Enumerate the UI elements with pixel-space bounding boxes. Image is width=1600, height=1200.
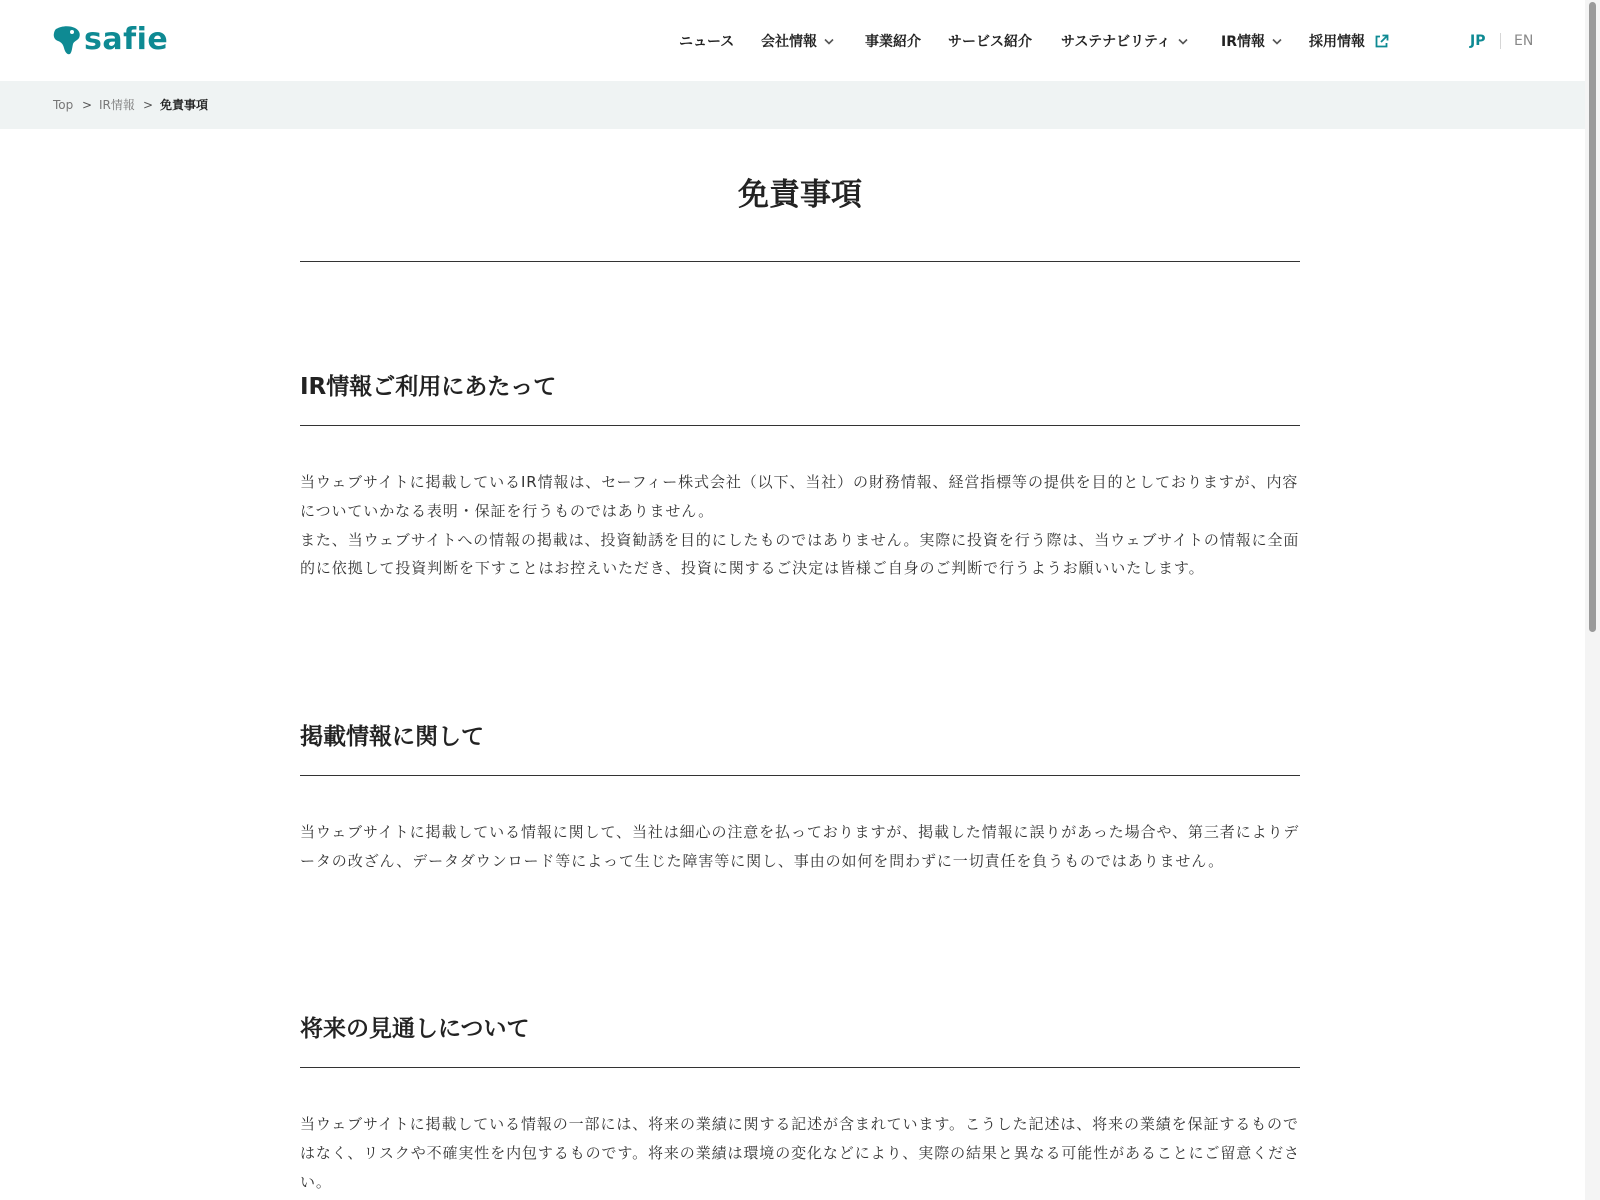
nav-item-label: 採用情報	[1309, 34, 1365, 50]
breadcrumb-top[interactable]: Top	[53, 98, 74, 112]
logo-text: safie	[84, 22, 169, 57]
nav-item-label: 事業紹介	[865, 34, 921, 50]
chevron-down-icon	[824, 38, 834, 45]
breadcrumb-ir[interactable]: IR情報	[99, 98, 135, 112]
section-paragraph: 当ウェブサイトに掲載しているIR情報は、セーフィー株式会社（以下、当社）の財務情報、経営指標等の提供を目的としておりますが、内容についていかなる表明・保証を行うものではありません。	[300, 473, 1299, 520]
nav-item-label: IR情報	[1221, 34, 1265, 50]
nav-item-news[interactable]	[679, 28, 734, 54]
nav-item-sustainability[interactable]	[1061, 28, 1188, 54]
lang-divider	[1500, 33, 1501, 49]
scrollbar-thumb[interactable]	[1589, 2, 1596, 632]
section-divider	[300, 425, 1300, 426]
vertical-scrollbar[interactable]	[1585, 0, 1600, 1200]
nav-item-label: サービス紹介	[948, 34, 1032, 50]
nav-item-ir[interactable]	[1221, 28, 1282, 54]
safie-logo-icon	[53, 25, 81, 55]
breadcrumb-separator: >	[143, 98, 154, 112]
chevron-down-icon	[1272, 38, 1282, 45]
lang-en-toggle[interactable]: EN	[1514, 33, 1534, 49]
section-paragraph: 当ウェブサイトに掲載している情報の一部には、将来の業績に関する記述が含まれています。こうした記述は、将来の業績を保証するものではなく、リスクや不確実性を内包するものです。将来の業績は環境の変化などにより、実際の結果と異なる可能性があることにご留意ください。	[300, 1115, 1300, 1191]
nav-item-label: サステナビリティ	[1061, 34, 1171, 50]
nav-item-label: 会社情報	[761, 34, 817, 50]
nav-item-company[interactable]	[761, 28, 834, 54]
section-divider	[300, 775, 1300, 776]
lang-jp-toggle[interactable]: JP	[1470, 33, 1486, 49]
site-header	[0, 0, 1585, 81]
logo-link[interactable]	[53, 22, 168, 58]
section-title: 将来の見通しについて	[300, 1016, 530, 1042]
section-body	[300, 1110, 1300, 1196]
title-divider	[300, 261, 1300, 262]
section-paragraph: 当ウェブサイトに掲載している情報に関して、当社は細心の注意を払っておりますが、掲載した情報に誤りがあった場合や、第三者によりデータの改ざん、データダウンロード等によって生じた障害等に関し、事由の如何を問わずに一切責任を負うものではありません。	[300, 823, 1300, 870]
section-body	[300, 818, 1300, 876]
external-link-icon	[1374, 34, 1389, 49]
nav-item-business[interactable]	[865, 28, 921, 54]
chevron-down-icon	[1178, 38, 1188, 45]
nav-item-services[interactable]	[948, 28, 1032, 54]
section-paragraph: また、当ウェブサイトへの情報の掲載は、投資勧誘を目的にしたものではありません。実際に投資を行う際は、当ウェブサイトの情報に全面的に依拠して投資判断を下すことはお控えいただき、投資に関するご決定は皆様ご自身のご判断で行うようお願いいたします。	[300, 530, 1300, 578]
nav-item-recruit[interactable]	[1309, 28, 1389, 54]
breadcrumb	[0, 81, 1585, 129]
nav-item-label: ニュース	[679, 34, 735, 50]
section-divider	[300, 1067, 1300, 1068]
section-body	[300, 468, 1300, 583]
page-title: 免責事項	[738, 177, 862, 213]
breadcrumb-current: 免責事項	[160, 98, 209, 112]
section-title: 掲載情報に関して	[300, 724, 484, 750]
breadcrumb-separator: >	[82, 98, 93, 112]
section-title: IR情報ご利用にあたって	[300, 374, 557, 400]
